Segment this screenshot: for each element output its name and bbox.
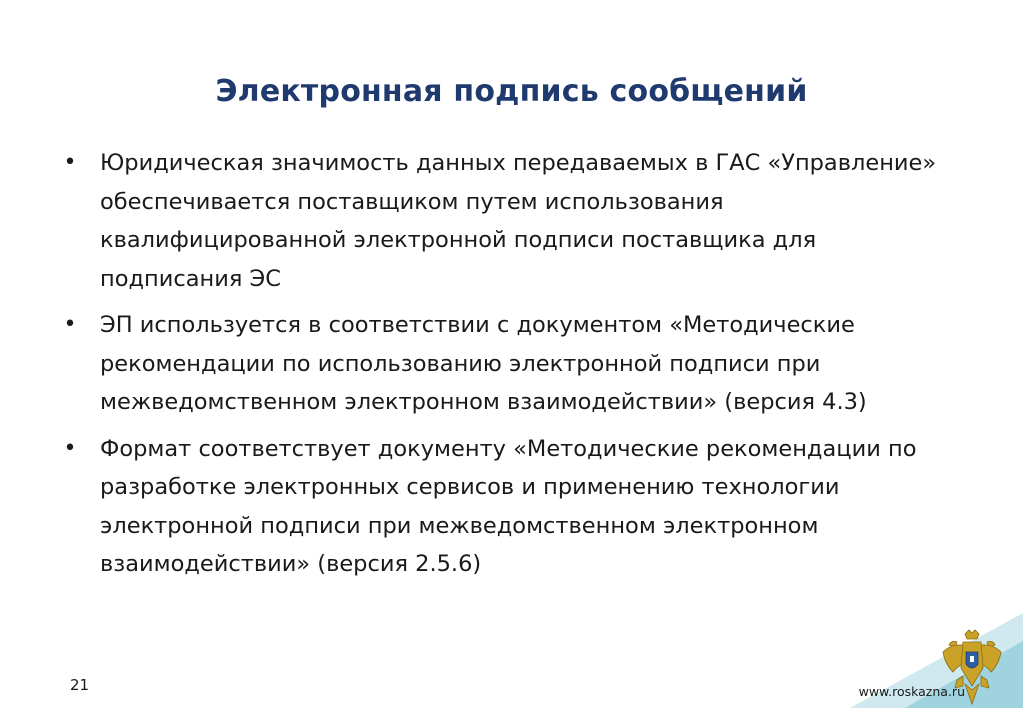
bullet-text: Формат соответствует документу «Методические рекомендации по разработке электронных сервисов и применению технологии электронной подписи при межведомственном электронном взаимодействии» (версия 2.5.6) [100, 435, 917, 577]
bullet-marker: • [63, 312, 77, 337]
bullet-item [60, 430, 960, 584]
page-number: 21 [70, 676, 90, 694]
bullet-text: ЭП используется в соответствии с документом «Методические рекомендации по использованию электронной подписи при межведомственном электронном взаимодействии» (версия 4.3) [100, 312, 867, 415]
bullet-item [60, 144, 960, 298]
bullet-list [60, 144, 960, 592]
bullet-text: Юридическая значимость данных передаваемых в ГАС «Управление» обеспечивается поставщиком путем использования квалифицированной электронной подписи поставщика для подписания ЭС [100, 150, 937, 292]
bullet-marker: • [63, 435, 77, 461]
slide-title: Электронная подпись сообщений [215, 74, 808, 109]
site-url-link[interactable]: www.roskazna.ru [858, 684, 965, 699]
bullet-marker: • [63, 150, 77, 175]
bullet-item [60, 306, 960, 422]
